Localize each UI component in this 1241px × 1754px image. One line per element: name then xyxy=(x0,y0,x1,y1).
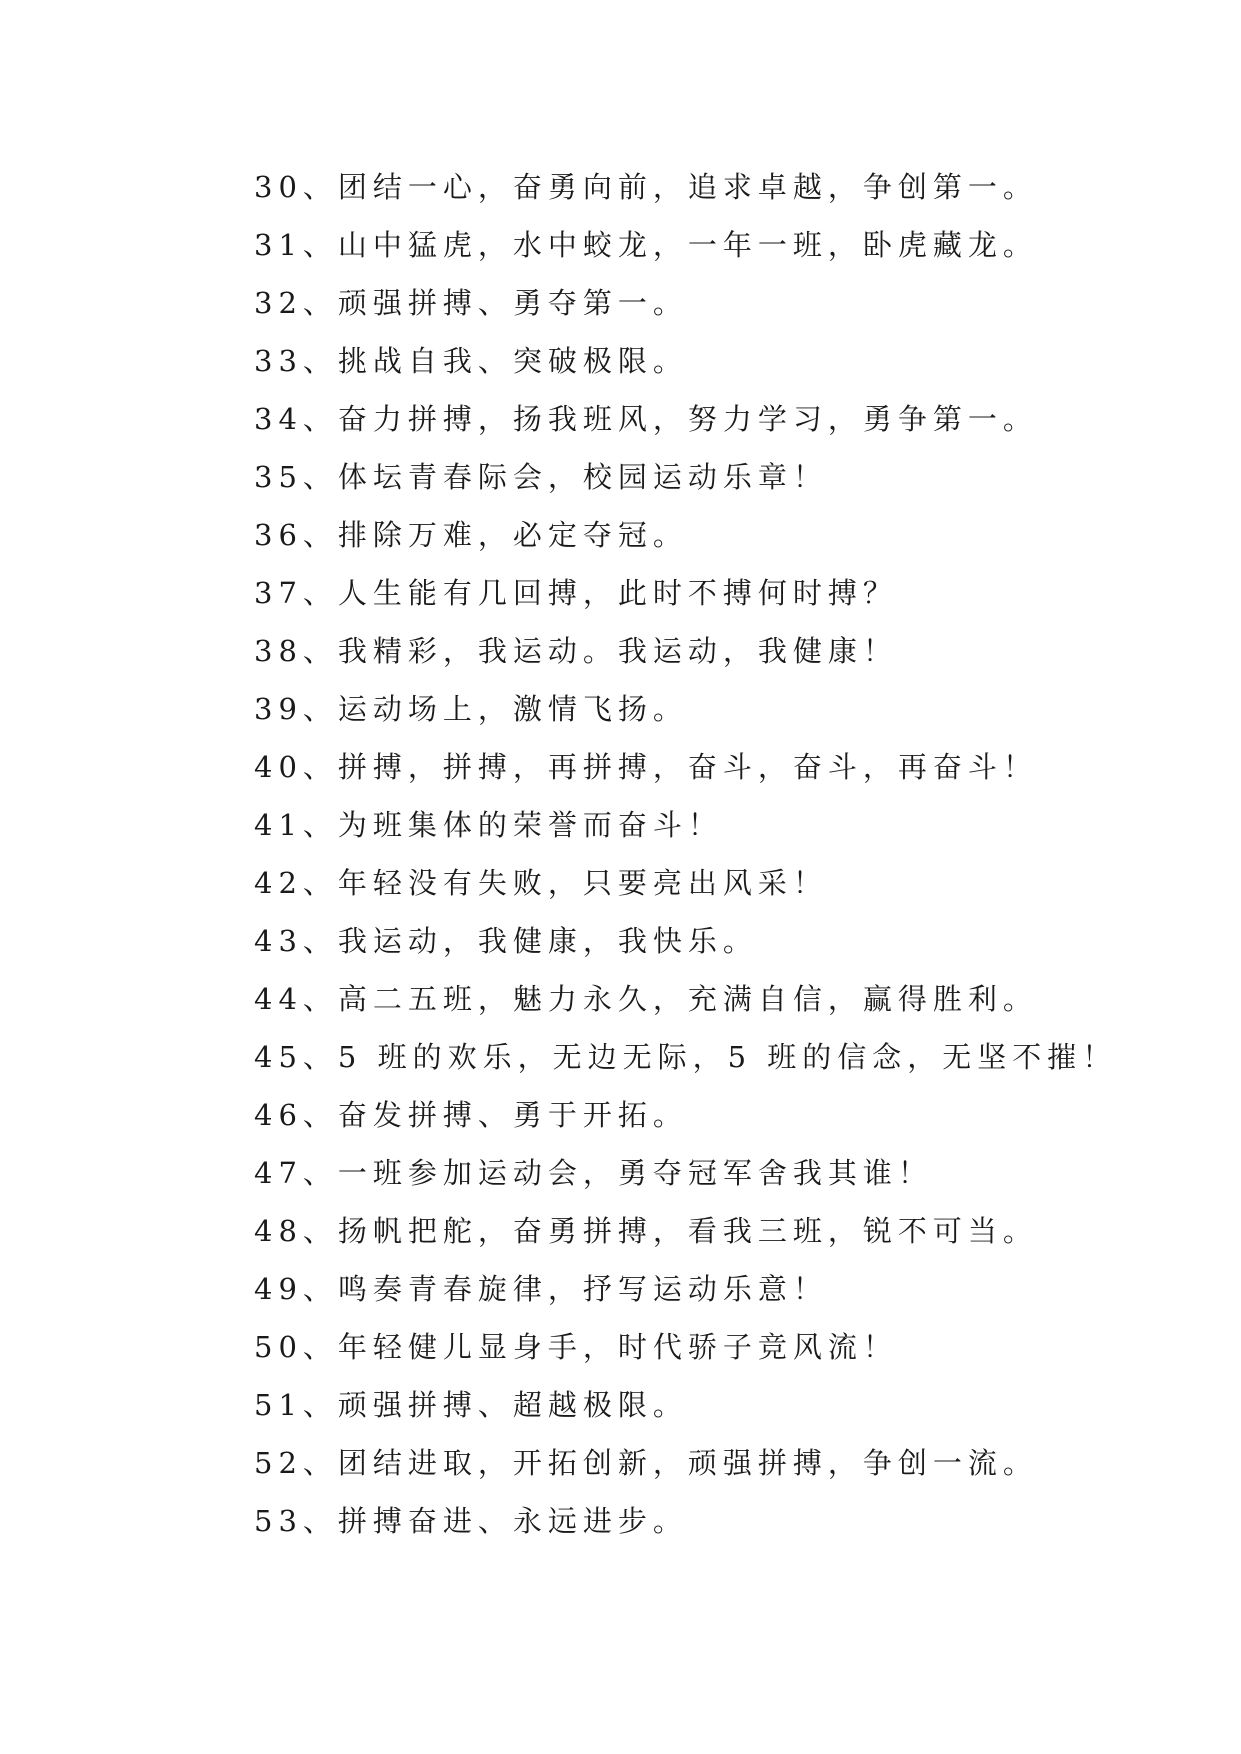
slogan-line-39: 39、运动场上，激情飞扬。 xyxy=(254,692,688,726)
slogan-line-30: 30、团结一心，奋勇向前，追求卓越，争创第一。 xyxy=(254,170,1038,204)
slogan-line-48: 48、扬帆把舵，奋勇拼搏，看我三班，锐不可当。 xyxy=(254,1214,1038,1248)
slogan-line-34: 34、奋力拼搏，扬我班风，努力学习，勇争第一。 xyxy=(254,402,1038,436)
slogan-line-46: 46、奋发拼搏、勇于开拓。 xyxy=(254,1098,688,1132)
slogan-list xyxy=(254,158,1174,1550)
slogan-line-40: 40、拼搏，拼搏，再拼搏，奋斗，奋斗，再奋斗！ xyxy=(254,750,1038,784)
slogan-line-41: 41、为班集体的荣誉而奋斗！ xyxy=(254,808,723,842)
slogan-line-31: 31、山中猛虎，水中蛟龙，一年一班，卧虎藏龙。 xyxy=(254,228,1038,262)
slogan-line-37: 37、人生能有几回搏，此时不搏何时搏？ xyxy=(254,576,898,610)
slogan-line-52: 52、团结进取，开拓创新，顽强拼搏，争创一流。 xyxy=(254,1446,1038,1480)
slogan-line-53: 53、拼搏奋进、永远进步。 xyxy=(254,1504,688,1538)
slogan-line-42: 42、年轻没有失败，只要亮出风采！ xyxy=(254,866,828,900)
slogan-line-32: 32、顽强拼搏、勇夺第一。 xyxy=(254,286,688,320)
slogan-line-51: 51、顽强拼搏、超越极限。 xyxy=(254,1388,688,1422)
slogan-line-49: 49、鸣奏青春旋律，抒写运动乐意！ xyxy=(254,1272,828,1306)
slogan-line-36: 36、排除万难，必定夺冠。 xyxy=(254,518,688,552)
slogan-line-50: 50、年轻健儿显身手，时代骄子竞风流！ xyxy=(254,1330,898,1364)
slogan-line-38: 38、我精彩，我运动。我运动，我健康！ xyxy=(254,634,898,668)
slogan-line-33: 33、挑战自我、突破极限。 xyxy=(254,344,688,378)
slogan-line-47: 47、一班参加运动会，勇夺冠军舍我其谁！ xyxy=(254,1156,933,1190)
slogan-line-43: 43、我运动，我健康，我快乐。 xyxy=(254,924,758,958)
slogan-line-44: 44、高二五班，魅力永久，充满自信，赢得胜利。 xyxy=(254,982,1038,1016)
slogan-line-35: 35、体坛青春际会，校园运动乐章！ xyxy=(254,460,828,494)
slogan-line-45: 45、5 班的欢乐，无边无际，5 班的信念，无坚不摧！ xyxy=(254,1040,1118,1074)
